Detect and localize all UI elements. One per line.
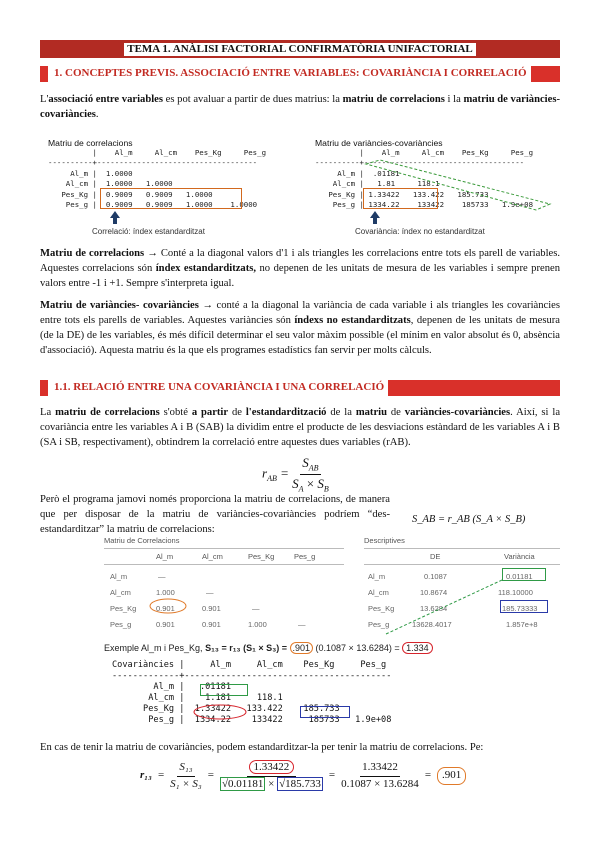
table-title: Matriu de Correlacions [104,536,180,545]
term: associació entre variables [48,94,163,105]
subscript: AB [308,463,319,473]
cov-caption: Covariància: índex no estandarditzat [355,227,485,236]
divider [364,564,560,565]
col-header: Al_m [156,552,174,561]
row-label: Pes_Kg [110,604,137,613]
numerator: S₁₃ [177,760,194,777]
denominator: √0.01181 × √185.733 [221,777,321,790]
ellipse-mark [150,599,186,613]
term: índex estandarditzats, [155,263,257,275]
pointer-line [386,580,502,634]
fraction [170,760,202,792]
text: → Conté a la diagonal valors d'1 i als triangles les correlacions entre tots els parell de variables. Aquestes correlacions són [40,248,560,275]
corr-highlight-box [100,188,242,209]
document-title-bar [40,40,560,58]
row-label: Pes_Kg [368,604,395,613]
green-highlight-box [200,684,248,696]
row-label: Al_m [110,572,128,581]
cell: 13.6284 [420,604,448,613]
section-1-heading [40,66,560,82]
cell: 0.901 [202,620,221,629]
blue-highlight-box [500,600,548,613]
jamovi-paragraph: Però el programa jamovi només proporciona la matriu de correlacions, de manera que per disposar de la matriu de variàncies-covariàncies podríem “des-estandarditzar” la matriu de correlacions: [40,494,390,536]
green-highlight-box [502,568,546,581]
cell: 1.000 [156,588,175,597]
divider [104,564,344,565]
corr-paragraph [40,246,560,291]
equals: = [424,769,432,782]
row-label: Al_cm [110,588,131,597]
numerator [300,454,320,475]
symbol: S [292,475,299,491]
divider [364,548,560,549]
section-rule [531,66,561,82]
cov-matrix: | Al_m Al_cm Pes_Kg Pes_g ----------+------------------------------------ Al_m | .01181 Al_cm | 1.81 118.1 Pes_Kg | 1.33422 133.422 185.733 Pes_g | 1334.22 133422 185733 1.9e+08 [315,148,534,210]
dashed-pointer [380,576,506,638]
numerator [247,760,297,777]
text: es pot avaluar a partir de dues matrius: la [162,94,343,105]
fraction [220,760,323,792]
table-title: Descriptives [364,536,405,545]
arrow-stem [373,218,377,224]
denominator: 0.1087 × 13.6284 [341,777,419,790]
term: matriu de correlacions [55,407,160,418]
text: i la [444,94,464,105]
row-label: Al_m [368,572,386,581]
cell: 185.73333 [502,604,538,613]
cell: 10.8674 [420,588,448,597]
text: . Així, si la covariància entre les variables A i B (SAB) la dividim entre el producte de les desviacions estàndard de les variables A i B (SA i SB, respectivament), obtindrem la correlació entre aquestes dues variables (rAB). [40,407,561,449]
arrow-stem [113,218,117,224]
formula-standardize [140,760,466,792]
cell: — [206,588,214,597]
denominator: S₁ × S₃ [170,777,202,790]
highlighted-value: 1.33422 [249,760,295,774]
row-label: Pes_g [368,620,390,629]
term: l'estandardització [245,407,327,418]
col-header: DE [430,552,441,561]
section-rule [388,380,560,396]
text: , depenen de les unitats de mesura (de la DE) de les variables, és més difícil determinar el seu valor màxim possible (el mínim en valor absolut és 0, absència d'associació). Aquesta matriu és la que els programes estadístics fan servir per molts càlculs. [40,315,560,357]
term: Matriu de correlacions [40,248,145,259]
text: s'obté [159,407,192,418]
covariance-matrix-output: Covariàncies | Al_m Al_cm Pes_Kg Pes_g -------------+---------------------------------------- Al_m | .01181 Al_cm | 1.181 118.1 Pes_Kg | 1.33422 133.422 185.733 Pes_g | 1334.22 133422 185733 1.9e+08 [112,660,392,725]
section-1-title: 1. CONCEPTES PREVIS. ASSOCIACIÓ ENTRE VARIABLES: COVARIÀNCIA I CORRELACIÓ [54,67,527,80]
arrow-up-icon [370,211,380,218]
term: Matriu de variàncies- covariàncies [40,300,199,311]
section-1-1-heading [40,380,560,396]
highlighted-value: √0.01181 [221,777,264,790]
cell: 0.1087 [424,572,447,581]
cell: 13628.4017 [412,620,452,629]
col-header: Variància [504,552,535,561]
cell: 118.10000 [498,588,533,597]
blue-highlight-box [300,706,350,718]
subscript: AB [267,474,277,484]
fraction [292,454,329,495]
text: Exemple Al_m i Pes_Kg, [104,643,206,653]
cell: 0.01181 [506,572,533,581]
term: variàncies-covariàncies [404,407,511,418]
text: de la [326,407,356,418]
text: L' [40,94,49,105]
diagonal-outline [366,160,550,210]
symbol: r [262,465,268,481]
term: matriu de variàncies-covariàncies [40,94,560,121]
col-header: Pes_Kg [248,552,275,561]
highlighted-value: .901 [290,642,314,654]
formula-covariance: S_AB = r_AB (S_A × S_B) [412,514,526,525]
text: no depenen de les unitats de mesura de les variables i sempre prenen valors entre -1 i +1. Sempre s'interpreta igual. [40,263,560,290]
term: matriu [355,407,387,418]
cell: — [252,604,260,613]
divider [104,548,344,549]
ellipse-mark [194,705,246,719]
text: → conté a la diagonal la variància de cada variable i als triangles les covariàncies entre tots els parells de variables. Aquestes variàncies són [40,300,560,327]
cell: — [158,572,166,581]
term: matriu de correlacions [342,94,445,105]
subscript: B [323,484,329,494]
highlighted-value: √185.733 [279,777,321,790]
circle-highlight [148,598,188,614]
last-paragraph: En cas de tenir la matriu de covariàncies, podem estandarditzar-la per tenir la matriu de correlacions. Pe: [40,742,484,753]
cell: 1.000 [248,620,267,629]
corr-caption: Correlació: índex estandarditzat [92,227,205,236]
cov-matrix-title: Matriu de variàncies-covariàncies [315,138,443,148]
cell: 0.901 [156,620,175,629]
text: La [40,407,56,418]
equals: = [207,769,214,782]
section-marker [40,380,48,396]
document-title: TEMA 1. ANÀLISI FACTORIAL CONFIRMATÒRIA UNIFACTORIAL [124,43,476,56]
cell: 1.857e+8 [506,620,538,629]
symbol: S [317,475,324,491]
symbol: r₁₃ [140,769,152,782]
text: . [95,109,99,121]
section-1-1-title: 1.1. RELACIÓ ENTRE UNA COVARIÀNCIA I UNA CORRELACIÓ [54,381,385,394]
result-value: .901 [437,767,466,785]
text: (0.1087 × 13.6284) = [313,643,403,653]
cell: 0.901 [202,604,221,613]
cell: — [298,620,306,629]
term: índexs no estandarditzats [294,315,411,327]
intro-paragraph [40,92,560,122]
text: de [228,407,246,418]
corr-matrix: | Al_m Al_cm Pes_Kg Pes_g ----------+------------------------------------ Al_m | 1.0000 Al_cm | 1.0000 1.0000 Pes_Kg | 0.9009 0.9009 1.0000 Pes_g | 0.9009 0.9009 1.0000 1.0000 [48,148,267,210]
equals: = [328,769,336,782]
row-label: Al_cm [368,588,389,597]
equals: = [157,769,165,782]
jamovi-correlation-table [104,536,344,636]
diagonal-annotation [360,158,560,214]
operator: × [306,475,315,491]
circle-highlight [192,704,252,720]
arrow-up-icon [110,211,120,218]
symbol: S [302,455,309,470]
relation-paragraph [40,405,560,450]
subscript: A [298,484,304,494]
fraction [341,760,419,792]
text: de [387,407,405,418]
cov-paragraph [40,298,560,358]
section-marker [40,66,48,82]
col-header: Pes_g [294,552,316,561]
corr-matrix-title: Matriu de correlacions [48,138,133,148]
highlighted-result: 1.334 [402,642,433,654]
text: S₁₃ = r₁₃ (S₁ × S₃) = [205,643,290,653]
numerator: 1.33422 [360,760,400,777]
cell: 0.901 [156,604,175,613]
example-line [104,642,433,655]
term: a partir [191,407,229,418]
formula-correlation: $r_{AB}$ = $\frac{S_{AB}}{S_A \times S_B}$ [262,455,329,494]
col-header: Al_cm [202,552,223,561]
row-label: Pes_g [110,620,132,629]
